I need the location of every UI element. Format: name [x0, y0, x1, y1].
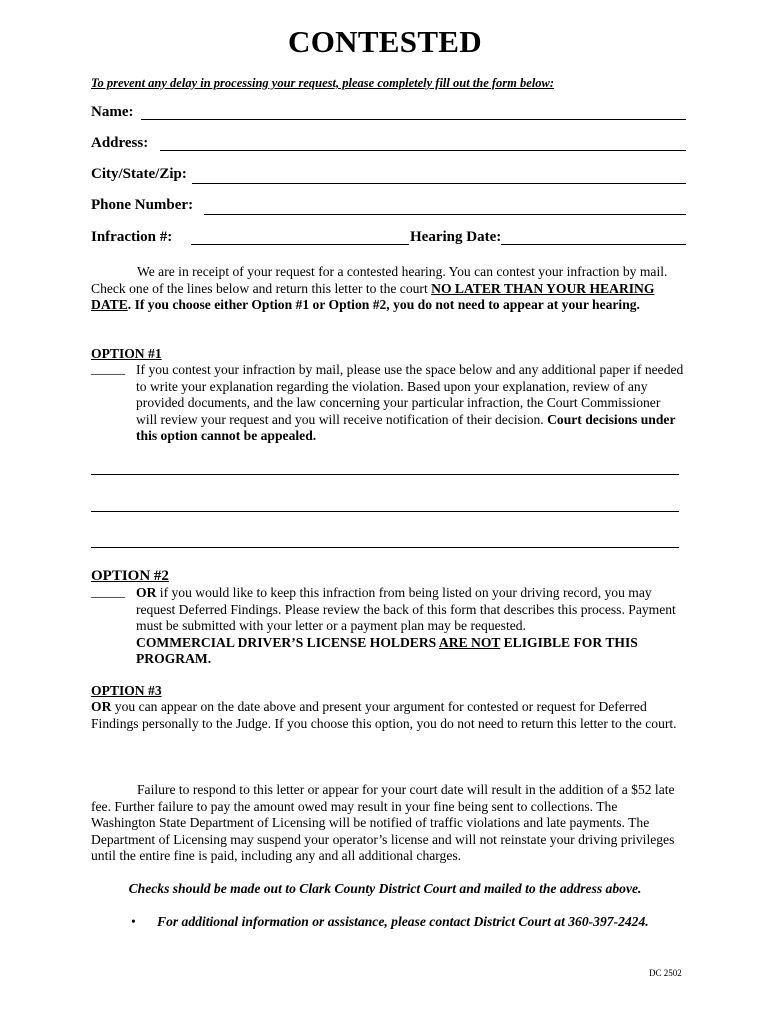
option3-text	[91, 699, 683, 732]
form-number: DC 2502	[649, 968, 682, 978]
page-title: CONTESTED	[288, 24, 482, 59]
failure-text: Failure to respond to this letter or appear for your court date will result in the addition of a $52 late fee. Further failure to pay the amount owed may result in your fine being sent to collections. The Washington State Department of Licensing will be notified of traffic violations and late payments. The Department of Licensing may suspend your operator’s license and will not reinstate your driving privileges until the entire fine is paid, including any and all additional charges.	[91, 782, 675, 863]
intro-paragraph	[91, 264, 691, 314]
option1-description: If you contest your infraction by mail, please use the space below and any additional paper if needed to write your explanation regarding the violation. Based upon your explanation, review of any provided documents, and the law concerning your particular infraction, the Court Commissioner will review your request and you will receive notification of their decision.	[136, 362, 684, 427]
option1-warning: Court decisions under this option cannot be appealed.	[136, 411, 676, 443]
phone-field[interactable]	[204, 214, 686, 215]
address-label: Address:	[91, 135, 149, 151]
explanation-line-2[interactable]	[91, 511, 679, 512]
option2-cdl-notice: COMMERCIAL DRIVER’S LICENSE HOLDERS	[136, 634, 439, 650]
checks-note: Checks should be made out to Clark County District Court and mailed to the address above.	[128, 881, 642, 896]
hearing-date-field[interactable]	[501, 244, 686, 245]
name-field[interactable]	[141, 119, 686, 120]
option2-are-not: ARE NOT	[438, 634, 501, 650]
option3-heading: OPTION #3	[91, 683, 162, 698]
option3-or: OR	[91, 699, 112, 714]
address-field-row	[91, 135, 686, 155]
name-label: Name:	[91, 104, 134, 120]
option2-or: OR	[136, 585, 157, 600]
address-field[interactable]	[160, 150, 686, 151]
explanation-line-3[interactable]	[91, 547, 679, 548]
name-field-row	[91, 104, 686, 124]
intro-deadline: NO LATER THAN YOUR HEARING DATE	[91, 280, 655, 312]
infraction-label: Infraction #:	[91, 229, 173, 245]
option3-description: you can appear on the date above and present your argument for contested or request for Deferred Findings personally to the Judge. If you choose this option, you do not need to return this letter to the court.	[91, 699, 677, 731]
failure-paragraph	[91, 782, 683, 865]
instructions: To prevent any delay in processing your request, please completely fill out the form below:	[91, 76, 555, 90]
intro-text: We are in receipt of your request for a contested hearing. You can contest your infraction by mail. Check one of the lines below and return this letter to the court	[91, 264, 668, 296]
option1-checkbox-line[interactable]: _____	[91, 361, 125, 376]
infraction-hearing-row	[91, 229, 686, 249]
option2-text	[136, 585, 684, 668]
city-state-zip-field-row	[91, 166, 686, 186]
hearing-date-label: Hearing Date:	[410, 229, 502, 245]
city-state-zip-label: City/State/Zip:	[91, 166, 187, 182]
option1-text	[136, 362, 684, 445]
city-state-zip-field[interactable]	[192, 183, 686, 184]
option2-heading: OPTION #2	[91, 568, 169, 584]
phone-label: Phone Number:	[91, 197, 194, 213]
bullet-icon: •	[131, 914, 136, 929]
option2-description: if you would like to keep this infraction from being listed on your driving record, you may request Deferred Findings. Please review the back of this form that describes this process. Payment must be submitted with your letter or a payment plan may be requested.	[136, 585, 676, 633]
option2-checkbox-line[interactable]: _____	[91, 584, 125, 599]
infraction-number-field[interactable]	[191, 244, 409, 245]
option2-cdl-notice-end: ELIGIBLE FOR THIS PROGRAM.	[136, 634, 638, 666]
phone-field-row	[91, 197, 686, 217]
intro-note: . If you choose either Option #1 or Option #2, you do not need to appear at your hearing.	[127, 297, 640, 312]
option1-heading: OPTION #1	[91, 346, 162, 361]
explanation-line-1[interactable]	[91, 474, 679, 475]
contact-note: For additional information or assistance, please contact District Court at 360-397-2424.	[157, 914, 649, 929]
